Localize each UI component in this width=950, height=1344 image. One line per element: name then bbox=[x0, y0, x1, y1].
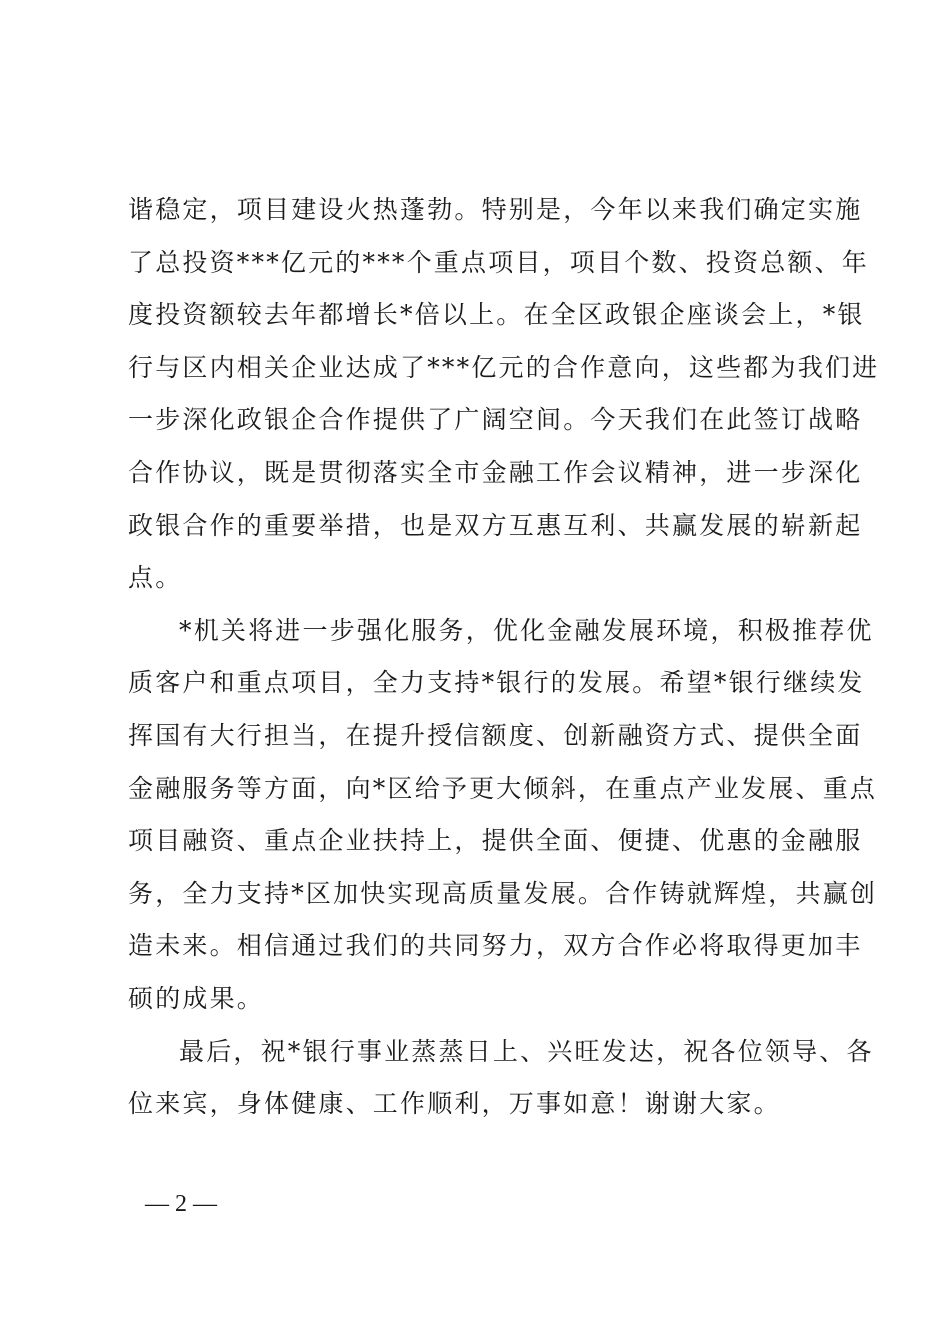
paragraph-2-line-5: 项目融资、重点企业扶持上，提供全面、便捷、优惠的金融服 bbox=[128, 826, 863, 856]
paragraph-2-line-4: 金融服务等方面，向*区给予更大倾斜，在重点产业发展、重点 bbox=[128, 773, 878, 803]
paragraph-2-line-3: 挥国有大行担当，在提升授信额度、创新融资方式、提供全面 bbox=[128, 720, 863, 750]
paragraph-3-line-2: 位来宾，身体健康、工作顺利，万事如意！谢谢大家。 bbox=[128, 1089, 781, 1119]
paragraph-1-line-5: 一步深化政银企合作提供了广阔空间。今天我们在此签订战略 bbox=[128, 405, 863, 435]
paragraph-2-line-8: 硕的成果。 bbox=[128, 983, 265, 1013]
paragraph-3-line-1: 最后，祝*银行事业蒸蒸日上、兴旺发达，祝各位领导、各 bbox=[179, 1036, 874, 1066]
paragraph-2-line-2: 质客户和重点项目，全力支持*银行的发展。希望*银行继续发 bbox=[128, 668, 865, 698]
paragraph-2-line-6: 务，全力支持*区加快实现高质量发展。合作铸就辉煌，共赢创 bbox=[128, 878, 878, 908]
paragraph-1-line-4: 行与区内相关企业达成了***亿元的合作意向，这些都为我们进 bbox=[128, 352, 880, 382]
paragraph-2-line-7: 造未来。相信通过我们的共同努力，双方合作必将取得更加丰 bbox=[128, 931, 863, 961]
paragraph-2-line-1: *机关将进一步强化服务，优化金融发展环境，积极推荐优 bbox=[179, 615, 874, 645]
paragraph-1-line-2: 了总投资***亿元的***个重点项目，项目个数、投资总额、年 bbox=[128, 247, 870, 277]
page-number: — 2 — bbox=[145, 1191, 217, 1217]
paragraph-1-line-6: 合作协议，既是贯彻落实全市金融工作会议精神，进一步深化 bbox=[128, 457, 863, 487]
paragraph-1-line-1: 谐稳定，项目建设火热蓬勃。特别是，今年以来我们确定实施 bbox=[128, 195, 863, 224]
paragraph-1-line-8: 点。 bbox=[128, 563, 183, 593]
body-text bbox=[128, 184, 880, 1131]
paragraph-1-line-7: 政银合作的重要举措，也是双方互惠互利、共赢发展的崭新起 bbox=[128, 510, 863, 540]
paragraph-1-line-3: 度投资额较去年都增长*倍以上。在全区政银企座谈会上，*银 bbox=[128, 300, 865, 330]
